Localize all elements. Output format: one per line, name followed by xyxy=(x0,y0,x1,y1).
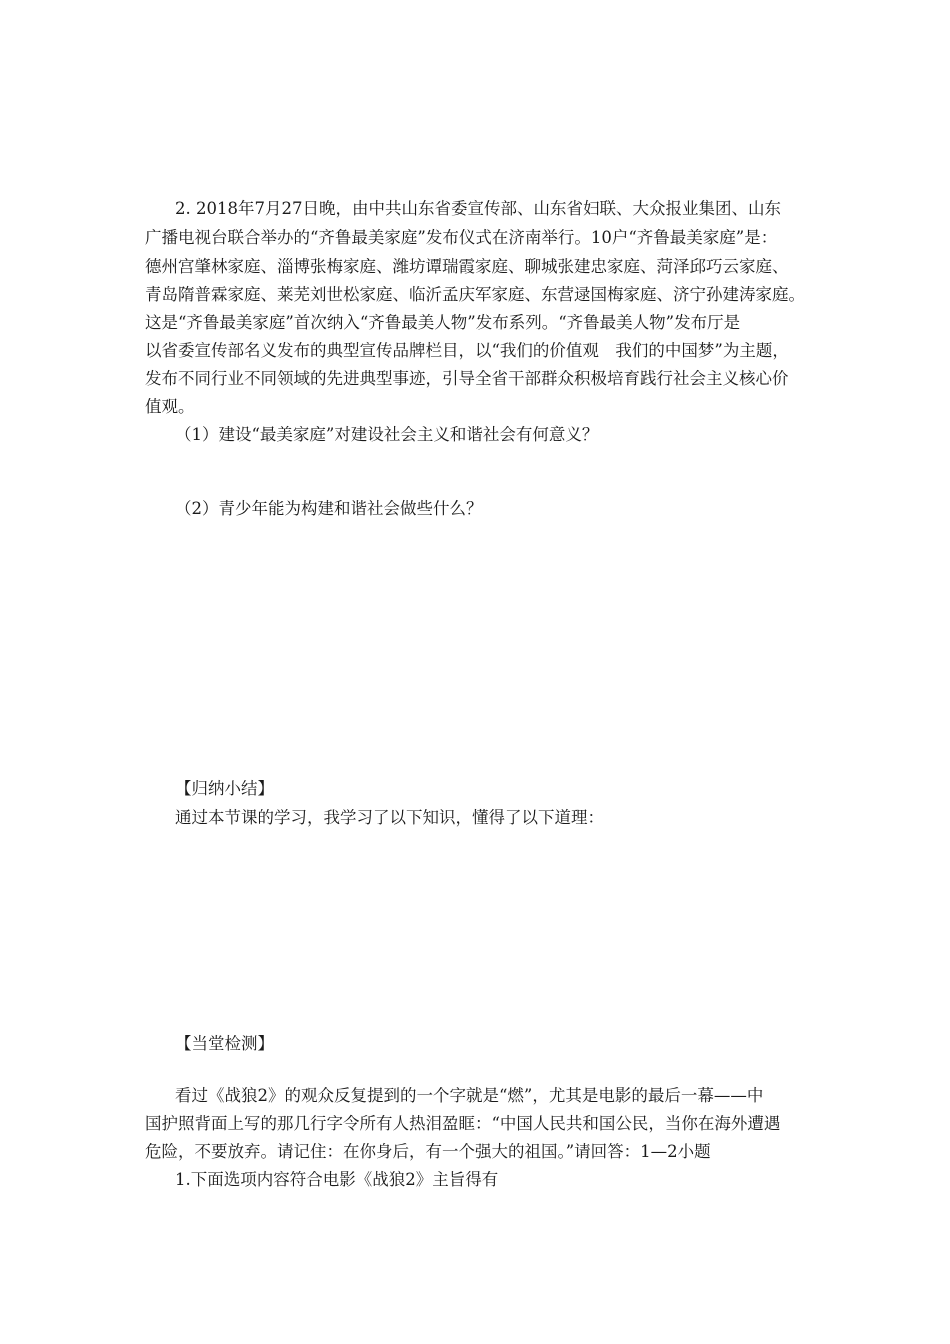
question2-line-6: 以省委宣传部名义发布的典型宣传品牌栏目，以“我们的价值观 我们的中国梦”为主题， xyxy=(145,341,789,360)
summary-text: 通过本节课的学习，我学习了以下知识，懂得了以下道理： xyxy=(175,808,604,827)
question2-line-7: 发布不同行业不同领域的先进典型事迹，引导全省干部群众积极培育践行社会主义核心价 xyxy=(145,369,789,388)
summary-heading: 【归纳小结】 xyxy=(175,779,274,798)
check-passage-line-3: 危险，不要放弃。请记住：在你身后，有一个强大的祖国。”请回答：1—2小题 xyxy=(145,1142,711,1161)
check-question-1: 1.下面选项内容符合电影《战狼2》主旨得有 xyxy=(175,1170,499,1189)
question2-line-8: 值观。 xyxy=(145,397,195,416)
check-heading: 【当堂检测】 xyxy=(175,1034,274,1053)
question2-line-4: 青岛隋普霖家庭、莱芜刘世松家庭、临沂孟庆军家庭、东营逯国梅家庭、济宁孙建涛家庭。 xyxy=(145,285,805,304)
question2-line-1: 2. 2018年7月27日晚，由中共山东省委宣传部、山东省妇联、大众报业集团、山东 xyxy=(175,199,781,218)
question2-line-3: 德州宫肇林家庭、淄博张梅家庭、潍坊谭瑞霞家庭、聊城张建忠家庭、菏泽邱巧云家庭、 xyxy=(145,257,789,276)
check-passage-line-2: 国护照背面上写的那几行字令所有人热泪盈眶：“中国人民共和国公民，当你在海外遭遇 xyxy=(145,1114,781,1133)
sub-question-1: （1）建设“最美家庭”对建设社会主义和谐社会有何意义？ xyxy=(175,425,599,444)
check-passage-line-1: 看过《战狼2》的观众反复提到的一个字就是“燃”，尤其是电影的最后一幕——中 xyxy=(175,1086,764,1105)
sub-question-2: （2）青少年能为构建和谐社会做些什么？ xyxy=(175,499,483,518)
question2-line-2: 广播电视台联合举办的“齐鲁最美家庭”发布仪式在济南举行。10户“齐鲁最美家庭”是： xyxy=(145,228,778,247)
question2-line-5: 这是“齐鲁最美家庭”首次纳入“齐鲁最美人物”发布系列。“齐鲁最美人物”发布厅是 xyxy=(145,313,741,332)
